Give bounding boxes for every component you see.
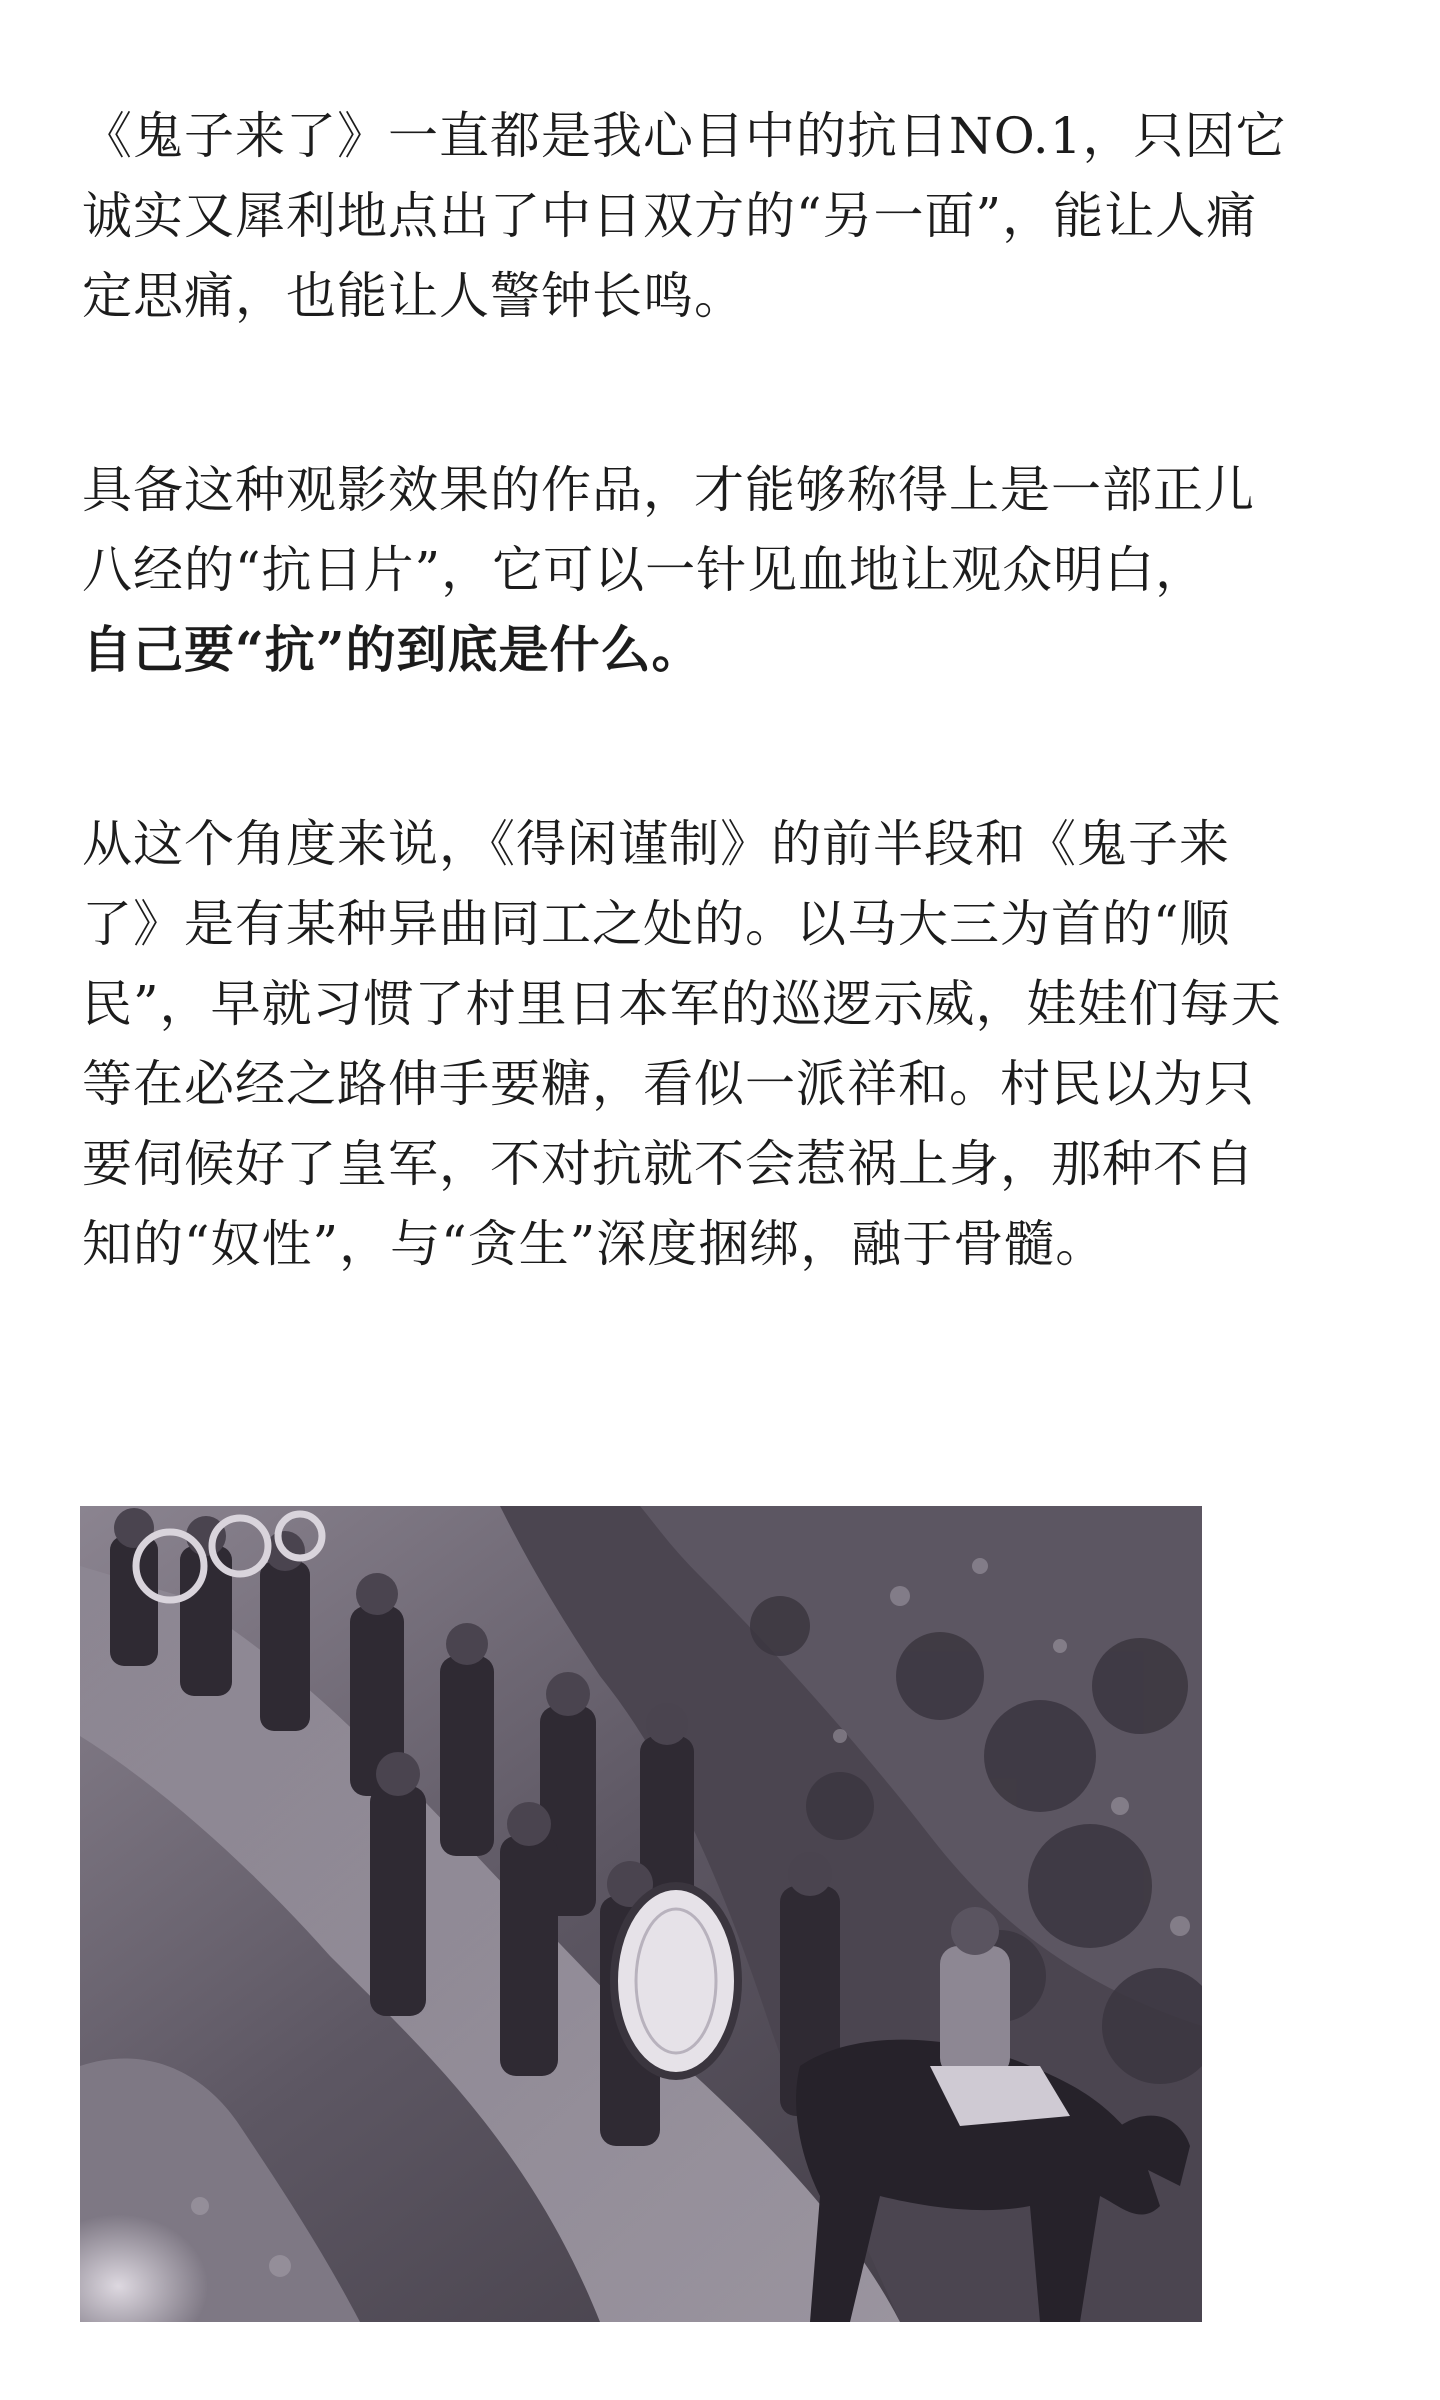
paragraph-3: 从这个角度来说，《得闲谨制》的前半段和《鬼子来 了》是有某种异曲同工之处的。以马大三为首的“顺 民”，早就习惯了村里日本军的巡逻示威，娃娃们每天 等在必经之路伸手要糖，看似一派祥和。村民以为只 要伺候好了皇军，不对抗就不会惹祸上身，那种不自 知的“奴性”，与“贪生”深度捆绑，融于骨髓。 <box>82 815 1282 1273</box>
paragraph-2-text: 具备这种观影效果的作品，才能够称得上是一部正儿 八经的“抗日片”，它可以一针见血地让观众明白， <box>82 461 1255 599</box>
paragraph-2 <box>82 450 1372 690</box>
article-body <box>82 96 1372 1284</box>
article-photo <box>80 1506 1202 2322</box>
film-still-image <box>80 1506 1202 2322</box>
paragraph-1: 《鬼子来了》一直都是我心目中的抗日NO.1，只因它 诚实又犀利地点出了中日双方的“另一面”，能让人痛 定思痛，也能让人警钟长鸣。 <box>82 107 1287 325</box>
paragraph-2-bold: 自己要“抗”的到底是什么。 <box>82 620 703 679</box>
